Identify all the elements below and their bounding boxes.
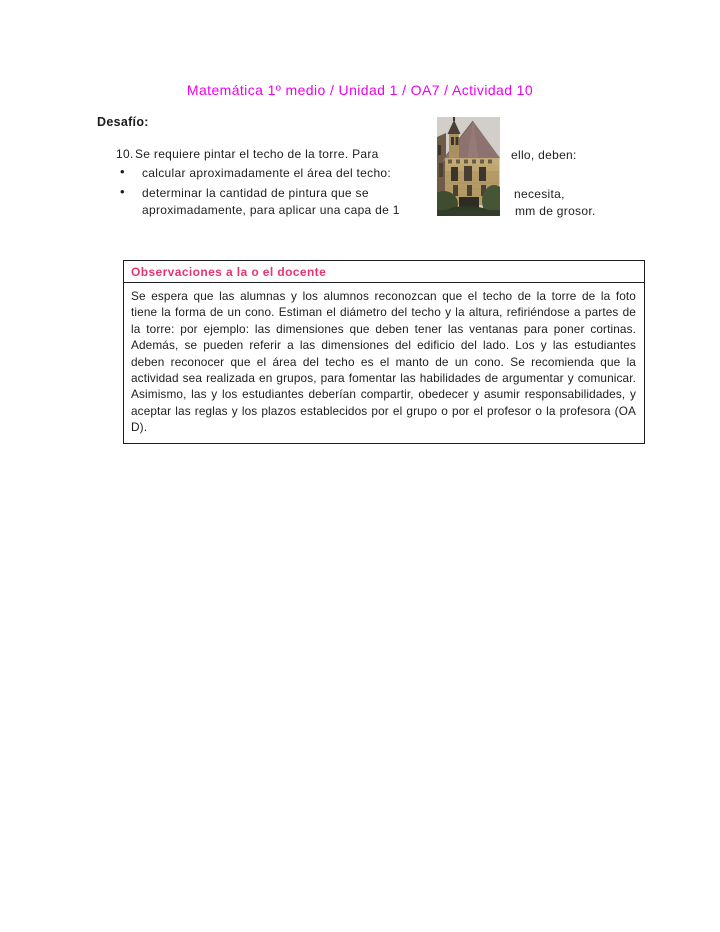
tower-photo-illustration: [437, 117, 500, 216]
challenge-continuation-right: mm de grosor.: [515, 204, 596, 218]
teacher-note-body: Se espera que las alumnas y los alumnos reconozcan que el techo de la torre de la foto tiene la forma de un cono. Estiman el diámetro del techo y la altura, refiriéndose a partes de la torre: por ejemplo: las dimensiones que deben tener las ventanas para poner cortinas. Además, se pueden referir a las dimensiones del edificio del lado. Los y las estudiantes deben reconocer que el área del techo es el manto de un cono. Se recomienda que la actividad sea realizada en grupos, para fomentar las habilidades de argumentar y comunicar. Asimismo, las y los estudiantes deberían compartir, obedecer y asumir responsabilidades, y aceptar las reglas y los plazos establecidos por el grupo o por el profesor o la profesora (OA D).: [131, 289, 636, 435]
tower-photo: [437, 117, 500, 216]
section-heading-desafio: Desafío:: [97, 115, 149, 129]
challenge-item-number: 10.: [116, 147, 134, 161]
challenge-continuation-text: aproximadamente, para aplicar una capa de 1: [142, 203, 400, 217]
challenge-bullet-2: determinar la cantidad de pintura que se: [142, 186, 369, 200]
teacher-note-box: [123, 260, 645, 444]
challenge-bullet-1: calcular aproximadamente el área del techo:: [142, 166, 392, 180]
challenge-intro-text-right: ello, deben:: [511, 148, 577, 162]
page-title: Matemática 1º medio / Unidad 1 / OA7 / Actividad 10: [186, 82, 534, 98]
teacher-note-title: Observaciones a la o el docente: [124, 261, 644, 283]
bullet-icon: •: [120, 164, 125, 179]
challenge-bullet-2-right: necesita,: [514, 187, 565, 201]
bullet-icon: •: [120, 184, 125, 199]
challenge-intro-text: Se requiere pintar el techo de la torre. Para: [135, 147, 379, 161]
